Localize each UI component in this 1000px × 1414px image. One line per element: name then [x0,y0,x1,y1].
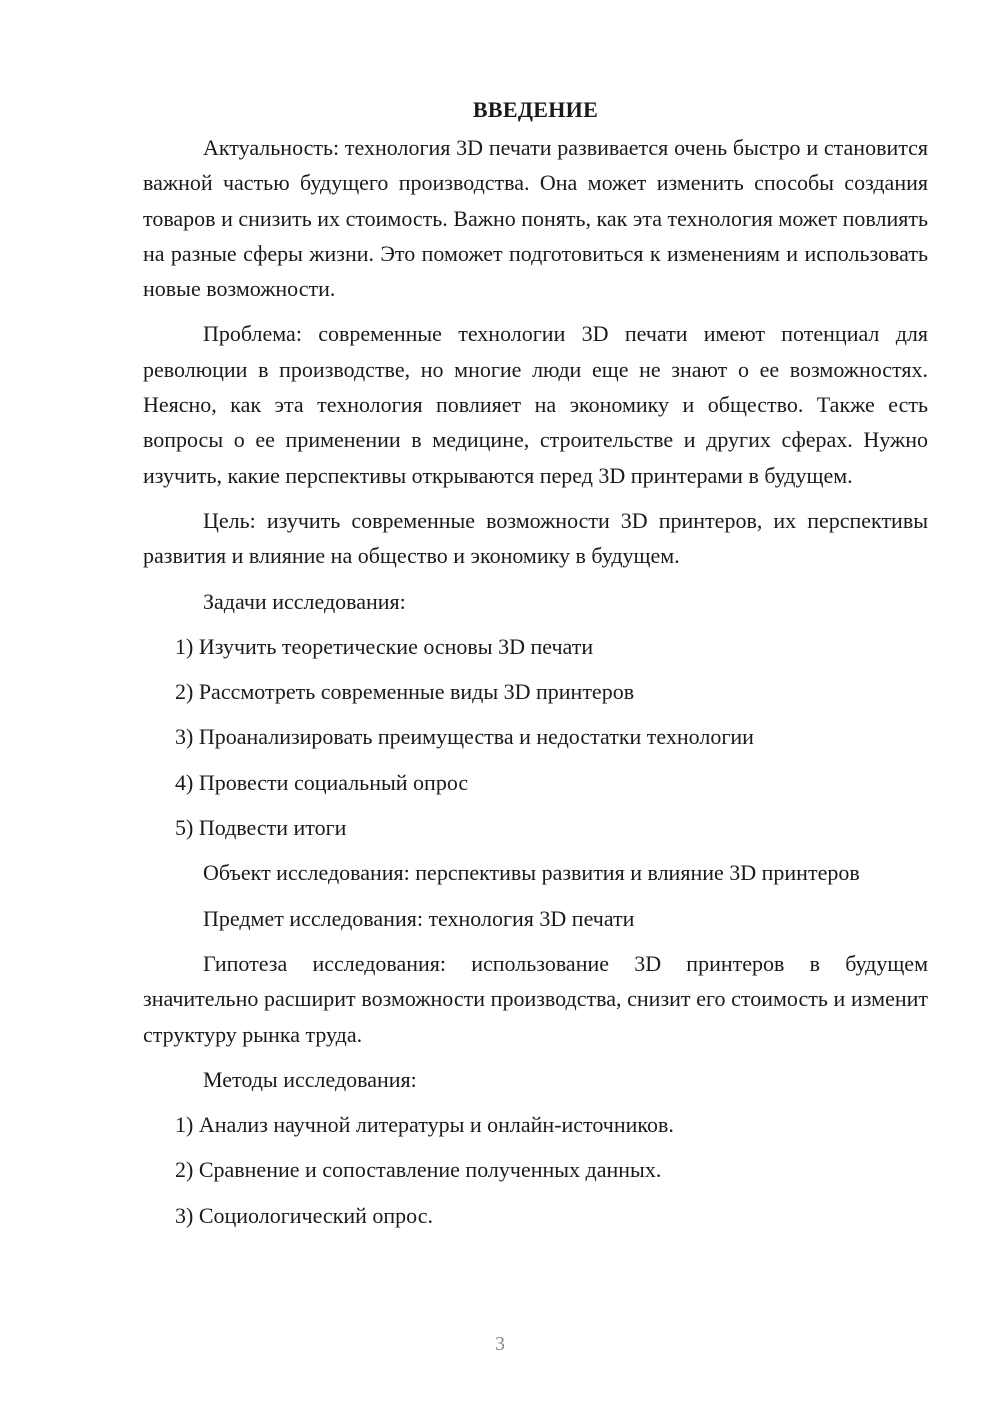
list-item: 2) Рассмотреть современные виды 3D принтеров [175,679,635,705]
methods-title: Методы исследования: [203,1066,417,1092]
list-item: 3) Социологический опрос. [175,1202,433,1228]
paragraph-hypothesis: Гипотеза исследования: использование 3D принтеров в будущем значительно расширит возможности производства, снизит его стоимость и изменит структуру рынка труда. [143,950,928,1047]
paragraph-problem: Проблема: современные технологии 3D печати имеют потенциал для революции в производстве, но многие люди еще не знают о ее возможностях. Неясно, как эта технология повлияет на экономику и общество. Также есть вопросы о ее применении в медицине, строительстве и других сферах. Нужно изучить, какие перспективы открываются перед 3D принтерами в будущем. [143,321,928,488]
paragraph-goal: Цель: изучить современные возможности 3D принтеров, их перспективы развития и влияние на общество и экономику в будущем. [143,507,928,569]
page-number: 3 [495,1333,505,1355]
list-item: 5) Подвести итоги [175,815,347,841]
document-page [143,92,928,1243]
tasks-title: Задачи исследования: [203,588,406,614]
section-heading: ВВЕДЕНИЕ [472,97,599,122]
list-item: 4) Провести социальный опрос [175,769,469,795]
list-item: 2) Сравнение и сопоставление полученных данных. [175,1157,662,1183]
tasks-list [143,629,928,845]
paragraph-relevance: Актуальность: технология 3D печати развивается очень быстро и становится важной частью будущего производства. Она может изменить способы создания товаров и снизить их стоимость. Важно понять, как эта технология может повлиять на разные сферы жизни. Это поможет подготовиться к изменениям и использовать новые возможности. [143,135,928,302]
paragraph-subject: Предмет исследования: технология 3D печати [203,905,635,931]
list-item: 3) Проанализировать преимущества и недостатки технологии [175,724,754,750]
paragraph-object: Объект исследования: перспективы развития и влияние 3D принтеров [203,860,860,886]
list-item: 1) Анализ научной литературы и онлайн-источников. [175,1112,674,1138]
methods-list [143,1107,928,1233]
list-item: 1) Изучить теоретические основы 3D печати [175,633,594,659]
